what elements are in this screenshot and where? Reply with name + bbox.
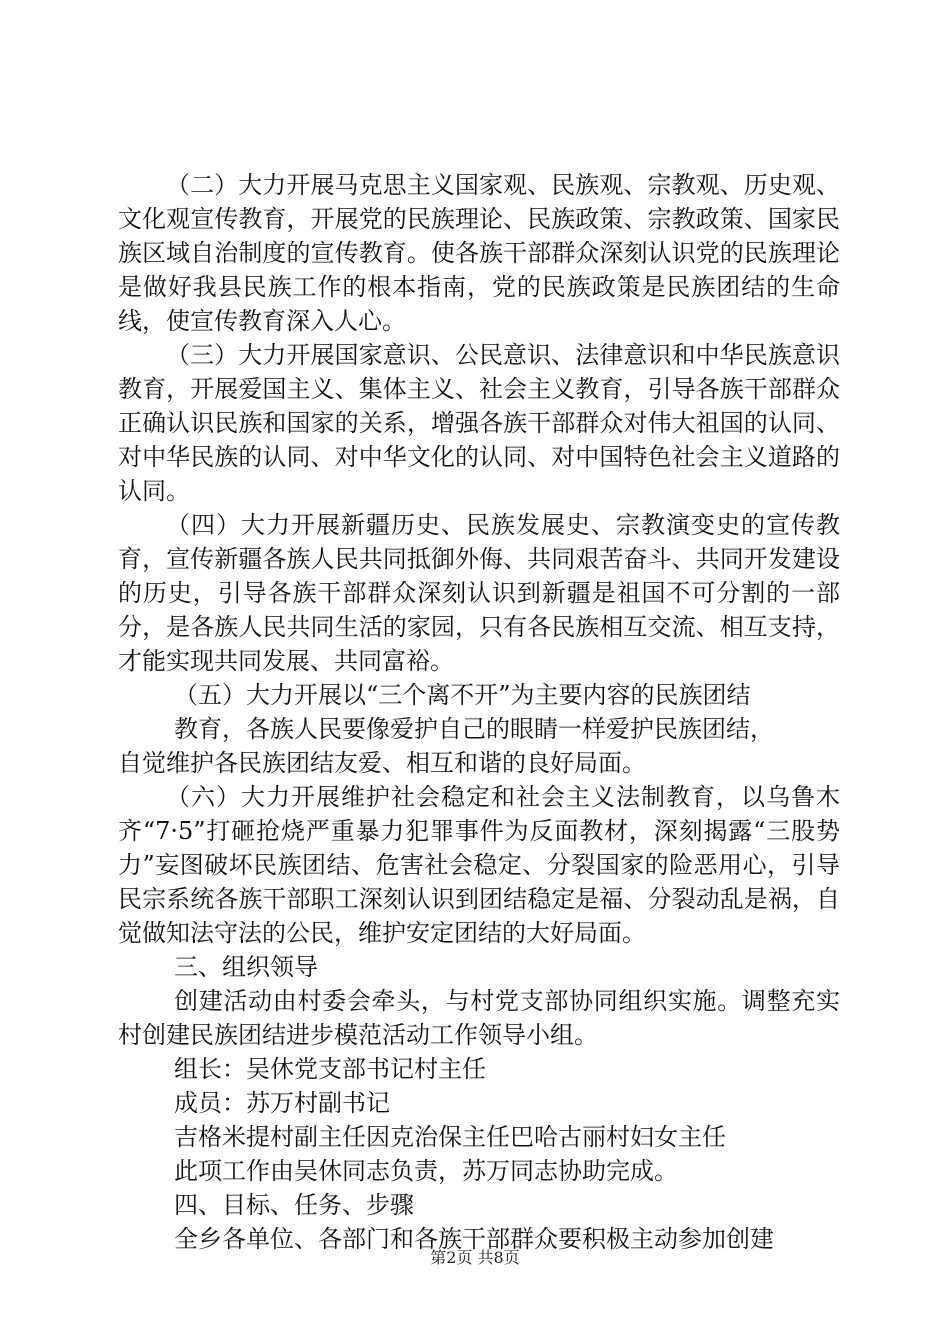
section-3-paragraph: 创建活动由村委会牵头，与村党支部协同组织实施。调整充实村创建民族团结进步模范活动工作领导小组。 [118, 987, 840, 1049]
members-line: 成员：苏万村副书记 [174, 1089, 390, 1117]
paragraph-2: （二）大力开展马克思主义国家观、民族观、宗教观、历史观、文化观宣传教育，开展党的民族理论、民族政策、宗教政策、国家民族区域自治制度的宣传教育。使各族干部群众深刻认识党的民族理论是做好我县民族工作的根本指南，党的民族政策是民族团结的生命线，使宣传教育深入人心。 [118, 171, 840, 335]
page-number-footer: 第2页 共8页 [430, 1248, 520, 1267]
document-body [118, 168, 840, 1256]
paragraph-6: （六）大力开展维护社会稳定和社会主义法制教育，以乌鲁木齐“7·5”打砸抢烧严重暴力犯罪事件为反面教材，深刻揭露“三股势力”妄图破坏民族团结、危害社会稳定、分裂国家的险恶用心，引导民宗系统各族干部职工深刻认识到团结稳定是福、分裂动乱是祸，自觉做知法守法的公民，维护安定团结的大好局面。 [118, 783, 840, 947]
paragraph-5-line-1: （五）大力开展以“三个离不开”为主要内容的民族团结 [174, 681, 751, 709]
section-4-paragraph: 全乡各单位、各部门和各族干部群众要积极主动参加创建 [174, 1225, 774, 1253]
members-more-line: 吉格米提村副主任因克治保主任巴哈古丽村妇女主任 [174, 1123, 726, 1151]
section-3-heading: 三、组织领导 [174, 953, 318, 981]
paragraph-4: （四）大力开展新疆历史、民族发展史、宗教演变史的宣传教育，宣传新疆各族人民共同抵御外侮、共同艰苦奋斗、共同开发建设的历史，引导各族干部群众深刻认识到新疆是祖国不可分割的一部分，是各族人民共同生活的家园，只有各民族相互交流、相互支持，才能实现共同发展、共同富裕。 [118, 511, 840, 675]
leader-line: 组长：吴休党支部书记村主任 [174, 1055, 486, 1083]
paragraph-3: （三）大力开展国家意识、公民意识、法律意识和中华民族意识教育，开展爱国主义、集体主义、社会主义教育，引导各族干部群众正确认识民族和国家的关系，增强各族干部群众对伟大祖国的认同、对中华民族的认同、对中华文化的认同、对中国特色社会主义道路的认同。 [118, 341, 840, 505]
paragraph-5-line-2: 教育，各族人民要像爱护自己的眼睛一样爱护民族团结， [174, 715, 774, 743]
responsible-line: 此项工作由吴休同志负责，苏万同志协助完成。 [174, 1157, 678, 1185]
paragraph-5-line-3: 自觉维护各民族团结友爱、相互和谐的良好局面。 [118, 749, 646, 777]
section-4-heading: 四、目标、任务、步骤 [174, 1191, 414, 1219]
